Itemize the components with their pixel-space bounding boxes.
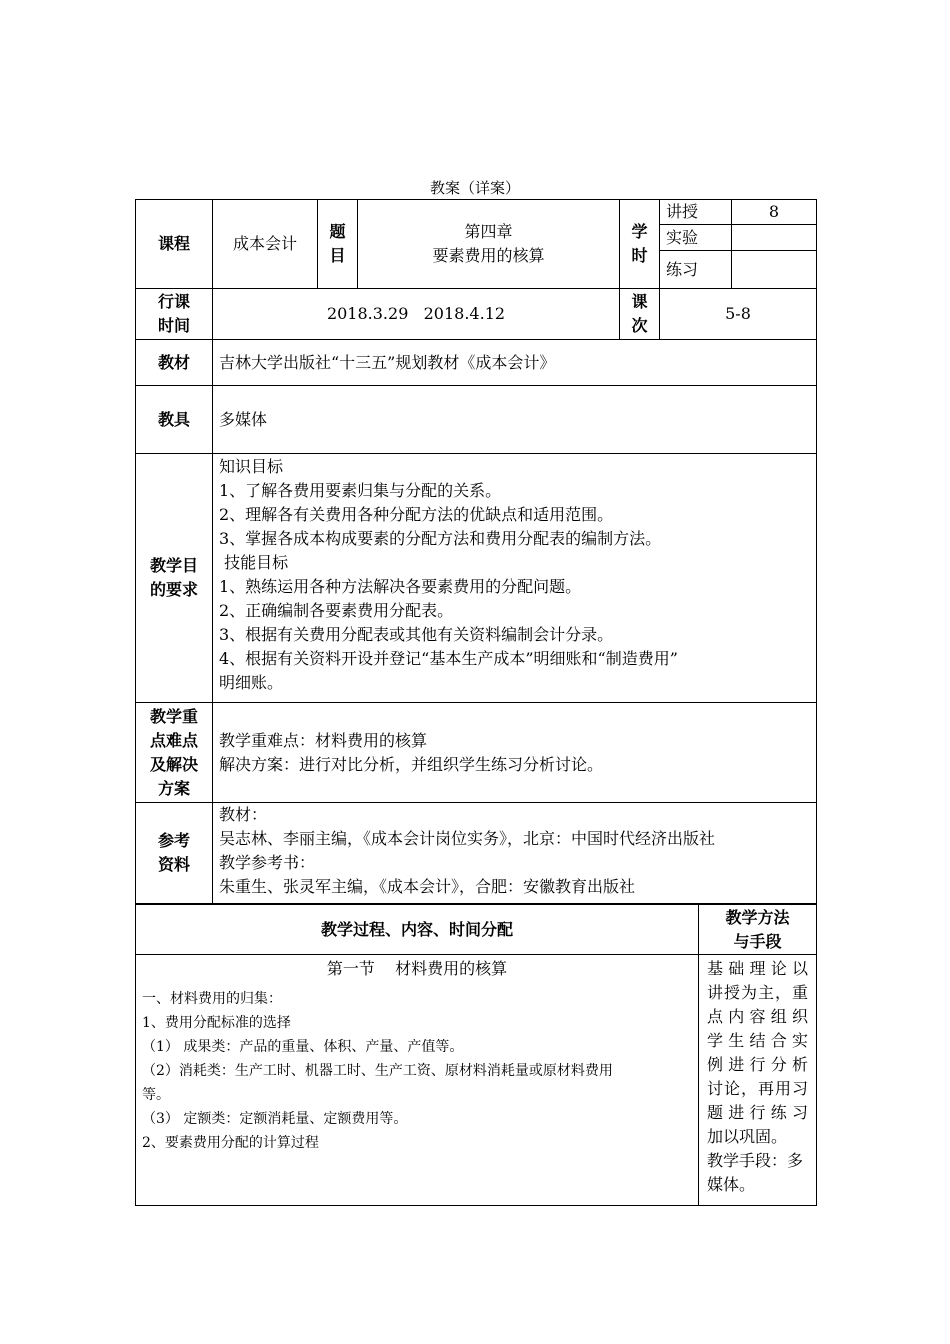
hours-type-lecture: 讲授 [660,200,732,225]
objective-line: 2、理解各有关费用各种分配方法的优缺点和适用范围。 [219,505,614,524]
process-line: 1、费用分配标准的选择 [142,1015,291,1031]
process-line: 2、要素费用分配的计算过程 [142,1135,319,1151]
teaching-process-table [135,904,817,1206]
objective-line: 技能目标 [219,553,289,572]
schedule-dates: 2018.3.29 2018.4.12 [213,289,620,340]
reference-line: 朱重生、张灵军主编，《成本会计》，合肥：安徽教育出版社 [219,877,636,896]
topic-chapter: 第四章 [464,222,513,241]
reference-line: 教材： [219,805,268,824]
process-header: 教学过程、内容、时间分配 [136,905,699,955]
objective-line: 明细账。 [219,673,284,692]
process-line: （2）消耗类：生产工时、机器工时、生产工资、原材料消耗量或原材料费用 [142,1063,613,1079]
schedule-label: 行课 时间 [136,289,213,340]
method-line: 题进行练习 [707,1103,808,1122]
method-content [699,955,817,1206]
reference-line: 教学参考书： [219,853,316,872]
objective-line: 3、掌握各成本构成要素的分配方法和费用分配表的编制方法。 [219,529,662,548]
objective-line: 1、熟练运用各种方法解决各要素费用的分配问题。 [219,577,582,596]
objective-line: 3、根据有关费用分配表或其他有关资料编制会计分录。 [219,625,614,644]
hours-label: 学 时 [620,200,660,289]
method-line: 点内容组织 [707,1007,808,1026]
tools-value: 多媒体 [213,386,817,454]
course-value: 成本会计 [213,200,318,289]
textbook-value: 吉林大学出版社“十三五”规划教材《成本会计》 [213,340,817,386]
method-line: 媒体。 [707,1175,756,1194]
objective-line: 知识目标 [219,457,284,476]
tools-label: 教具 [136,386,213,454]
key-point-line: 教学重难点：材料费用的核算 [219,730,428,750]
reference-line: 吴志林、李丽主编，《成本会计岗位实务》，北京：中国时代经济出版社 [219,829,716,848]
process-content [136,955,699,1206]
method-line: 例进行分析 [707,1055,808,1074]
method-line: 讨论，再用习 [707,1079,808,1098]
method-line: 加以巩固。 [707,1127,788,1146]
references-content [213,803,817,904]
hours-value-lab [732,225,817,251]
session-value: 5-8 [660,289,817,340]
method-line: 教学手段：多 [707,1151,804,1170]
lesson-plan-table [135,199,817,904]
method-header: 教学方法 与手段 [699,905,817,955]
hours-value-lecture: 8 [732,200,817,225]
process-line: （3） 定额类：定额消耗量、定额费用等。 [142,1111,408,1127]
course-label: 课程 [136,200,213,289]
references-label: 参考 资料 [136,803,213,904]
process-line: 等。 [142,1087,170,1103]
method-line: 学生结合实 [707,1031,808,1050]
topic-value [358,200,620,289]
objective-line: 4、根据有关资料开设并登记“基本生产成本”明细账和“制造费用” [219,649,678,668]
section-title: 第一节 材料费用的核算 [326,959,508,978]
key-points-label: 教学重 点难点 及解决 方案 [136,703,213,803]
hours-type-practice: 练习 [660,251,732,289]
document-title: 教案（详案） [429,179,520,197]
topic-name: 要素费用的核算 [432,246,545,265]
process-line: 一、材料费用的归集： [142,991,282,1007]
objectives-label: 教学目 的要求 [136,454,213,703]
process-line: （1） 成果类：产品的重量、体积、产量、产值等。 [142,1039,464,1055]
objectives-content [213,454,817,703]
objective-line: 1、了解各费用要素归集与分配的关系。 [219,481,502,500]
hours-type-lab: 实验 [660,225,732,251]
objective-line: 2、正确编制各要素费用分配表。 [219,601,454,620]
solution-line: 解决方案：进行对比分析，并组织学生练习分析讨论。 [219,754,604,774]
session-label: 课 次 [620,289,660,340]
key-points-content [213,703,817,803]
method-line: 讲授为主，重 [707,983,808,1002]
topic-label: 题 目 [318,200,358,289]
hours-value-practice [732,251,817,289]
textbook-label: 教材 [136,340,213,386]
method-line: 基础理论以 [707,959,808,978]
